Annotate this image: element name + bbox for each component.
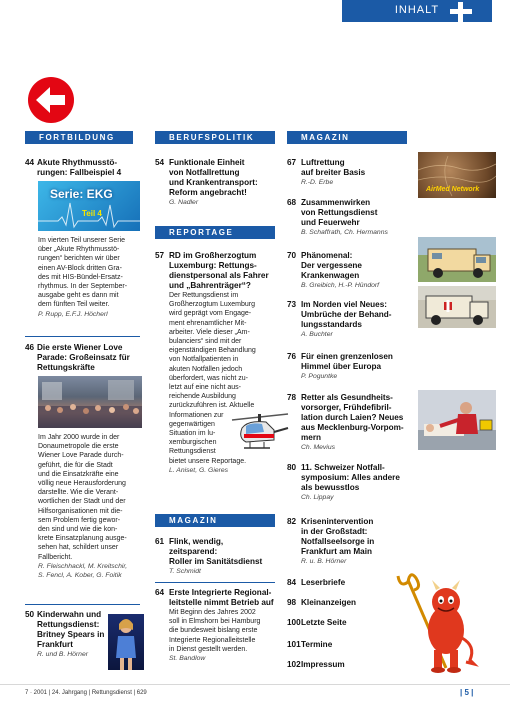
article-title: Impressum <box>301 660 345 669</box>
article-title: Phänomenal: Der vergessene Krankenwagen <box>301 251 362 280</box>
article-author: Ch. Lippay <box>301 494 334 501</box>
footer-issue-info: 7 · 2001 | 24. Jahrgang | Rettungsdienst | 629 <box>25 690 147 696</box>
article-number: 68 <box>287 198 297 207</box>
article-number: 80 <box>287 463 297 472</box>
header-label: INHALT <box>394 4 440 16</box>
article-author: R. Fleischhackl, M. Kreitschir, S. Fencl, A. Kober, G. Foitik <box>38 562 128 579</box>
singer-image <box>108 614 144 670</box>
article-body: Mit Beginn des Jahres 2002 soll in Elmshorn bei Hamburg die bundesweit bislang erste Integrierte Regionalleitstelle in Dienst gestellt werden. <box>169 609 261 653</box>
ekg-wave-icon <box>38 181 140 231</box>
helicopter-image <box>228 404 292 472</box>
divider <box>155 582 275 583</box>
section-reportage: REPORTAGE <box>155 226 275 239</box>
article-title: Funktionale Einheit von Notfallrettung und Krankentransport: Reform angebracht! <box>169 158 258 197</box>
divider <box>25 336 140 337</box>
article-title: Retter als Gesundheits- vorsorger, Frühdefibril- lation durch Laien? Neues aus Mecklenburg-Vorpom- mern <box>301 393 404 442</box>
article-title: Flink, wendig, zeitsparend: Roller im Sanitätsdienst <box>169 537 263 566</box>
article-title: Für einen grenzenlosen Himmel über Europa <box>301 352 393 371</box>
article-body: Im vierten Teil unserer Serie über „Akute Rhythmusstö- rungen“ berichten wir über einen AV-Block dritten Gra- des mit HIS-Bündel-Ersatz- rhythmus. In der September- ausgabe geht es dann mit dem fünften Teil weiter. <box>38 237 128 309</box>
article-author: P. Rupp, E.F.J. Höcherl <box>38 310 108 318</box>
article-number: 50 <box>25 610 35 619</box>
article-44-summary <box>38 236 146 319</box>
article-title: Die erste Wiener Love Parade: Großeinsatz für Rettungskräfte <box>37 343 130 372</box>
footer-rule <box>0 684 510 685</box>
article-title: RD im Großherzogtum Luxemburg: Rettungs- dienstpersonal als Fahrer und „Bahrenträger“? <box>169 251 269 290</box>
article-67[interactable] <box>287 158 417 187</box>
defibrillation-photo <box>418 390 496 450</box>
airmed-logo: AirMed Network <box>426 186 480 193</box>
article-98[interactable] <box>287 598 387 608</box>
article-82[interactable] <box>287 517 417 566</box>
article-author: G. Nadler <box>169 199 199 206</box>
article-number: 64 <box>155 588 165 597</box>
article-title: Letzte Seite <box>301 618 347 627</box>
article-title: Kleinanzeigen <box>301 598 357 607</box>
article-number: 100 <box>287 618 301 627</box>
article-number: 46 <box>25 343 35 352</box>
article-title: Zusammenwirken von Rettungsdienst und Feuerwehr <box>301 198 378 227</box>
article-54[interactable] <box>155 158 275 207</box>
article-68[interactable] <box>287 198 417 237</box>
article-title: Im Norden viel Neues: Umbrüche der Behand- lungsstandards <box>301 300 392 329</box>
vintage-ambulance-photo-2 <box>418 286 496 328</box>
article-title: Krisenintervention in der Großstadt: Notfallseelsorge in Frankfurt am Main <box>301 517 375 556</box>
article-102[interactable] <box>287 660 387 670</box>
article-author: T. Schmidt <box>169 568 201 575</box>
article-number: 54 <box>155 158 165 167</box>
article-73[interactable] <box>287 300 417 339</box>
first-aid-image <box>418 390 496 450</box>
crowd-image <box>38 376 142 428</box>
section-fortbildung: FORTBILDUNG <box>25 131 133 144</box>
back-button[interactable] <box>28 77 74 123</box>
article-author: St. Bandlow <box>169 655 206 663</box>
article-61[interactable] <box>155 537 275 576</box>
article-64[interactable] <box>155 588 280 663</box>
article-100[interactable] <box>287 618 387 628</box>
image-caption-part: Teil 4 <box>82 209 102 218</box>
article-author: B. Greibich, H.-P. Hündorf <box>301 282 380 289</box>
article-84[interactable] <box>287 578 387 588</box>
article-number: 57 <box>155 251 165 260</box>
article-body: Der Rettungsdienst im Großherzogtum Luxemburg wird geprägt vom Engage- ment ehrenamtlicher Mit- arbeiter. Viele dieser „Am- bulanciers“ sind mit der eigenständigen Behandlung von Notfallpatienten in akuten Notfällen jedoch überfordert, was nicht zu- letzt auf eine nicht aus- reichende Ausbildung zurückzuführen ist. Aktuelle Informationen zur gegenwärtigen Situation im lu- xemburgischen Rettungsdienst bietet unsere Reportage. <box>169 292 256 465</box>
love-parade-photo <box>38 376 142 428</box>
article-70[interactable] <box>287 251 412 290</box>
article-author: R. u. B. Hörner <box>301 558 347 565</box>
article-title: Leserbriefe <box>301 578 346 587</box>
article-number: 102 <box>287 660 301 669</box>
article-44[interactable] <box>25 158 140 178</box>
article-title: Luftrettung auf breiter Basis <box>301 158 366 177</box>
article-50[interactable] <box>25 610 115 659</box>
section-magazin-right: MAGAZIN <box>287 131 407 144</box>
article-title: Termine <box>301 640 333 649</box>
article-number: 98 <box>287 598 297 607</box>
article-author: B. Schaffrath, Ch. Hermanns <box>301 229 388 236</box>
article-title: 11. Schweizer Notfall- symposium: Alles andere als bewusstlos <box>301 463 400 492</box>
article-title: Akute Rhythmusstö- rungen: Fallbeispiel 4 <box>37 158 122 177</box>
page-number: | 5 | <box>460 688 474 697</box>
article-author: R.-D. Erbe <box>301 179 334 186</box>
airmed-image <box>418 152 496 198</box>
article-number: 73 <box>287 300 297 309</box>
article-body: Im Jahr 2000 wurde in der Donaumetropole die erste Wiener Love Parade durch- geführt, die für die Stadt und die Einsatzkräfte eine völlig neue Herausforderung darstellte. Wie die Verant- wortlichen der Stadt und der Hilfsorganisationen mit die- sem Problem fertig gewor- den sind und wie die kon- krete Einsatzplanung ausge- sehen hat, schildert unser Fallbericht. <box>38 434 127 561</box>
article-101[interactable] <box>287 640 387 650</box>
article-number: 78 <box>287 393 297 402</box>
ambulance-image <box>418 286 496 328</box>
article-author: L. Aniset, G. Gieres <box>169 466 229 474</box>
devil-icon <box>388 568 480 678</box>
article-78[interactable] <box>287 393 417 452</box>
article-author: R. und B. Hörner <box>37 651 88 658</box>
devil-mascot <box>388 568 480 678</box>
article-author: P. Poguntke <box>301 373 338 380</box>
article-author: Ch. Mevius <box>301 444 335 451</box>
article-number: 84 <box>287 578 297 587</box>
article-number: 61 <box>155 537 165 546</box>
vintage-ambulance-photo-1 <box>418 237 496 282</box>
article-number: 67 <box>287 158 297 167</box>
section-berufspolitik: BERUFSPOLITIK <box>155 131 275 144</box>
article-number: 44 <box>25 158 35 167</box>
plus-icon <box>450 2 472 22</box>
arrow-left-icon <box>28 77 74 123</box>
divider <box>25 604 140 605</box>
image-caption: Serie: EKG <box>50 187 113 201</box>
article-title: Erste Integrierte Regional- leitstelle nimmt Betrieb auf <box>169 588 274 607</box>
article-number: 82 <box>287 517 297 526</box>
article-number: 76 <box>287 352 297 361</box>
section-magazin-mid: MAGAZIN <box>155 514 275 527</box>
article-number: 101 <box>287 640 301 649</box>
article-46-summary <box>38 433 148 580</box>
britney-photo <box>108 614 144 670</box>
article-title: Kinderwahn und Rettungsdienst: Britney Spears in Frankfurt <box>37 610 105 649</box>
ambulance-image <box>418 237 496 282</box>
article-author: A. Buchter <box>301 331 333 338</box>
article-80[interactable] <box>287 463 417 502</box>
article-76[interactable] <box>287 352 417 381</box>
article-number: 70 <box>287 251 297 260</box>
article-46[interactable] <box>25 343 140 373</box>
helicopter-icon <box>228 404 292 472</box>
ekg-series-image <box>38 181 140 231</box>
